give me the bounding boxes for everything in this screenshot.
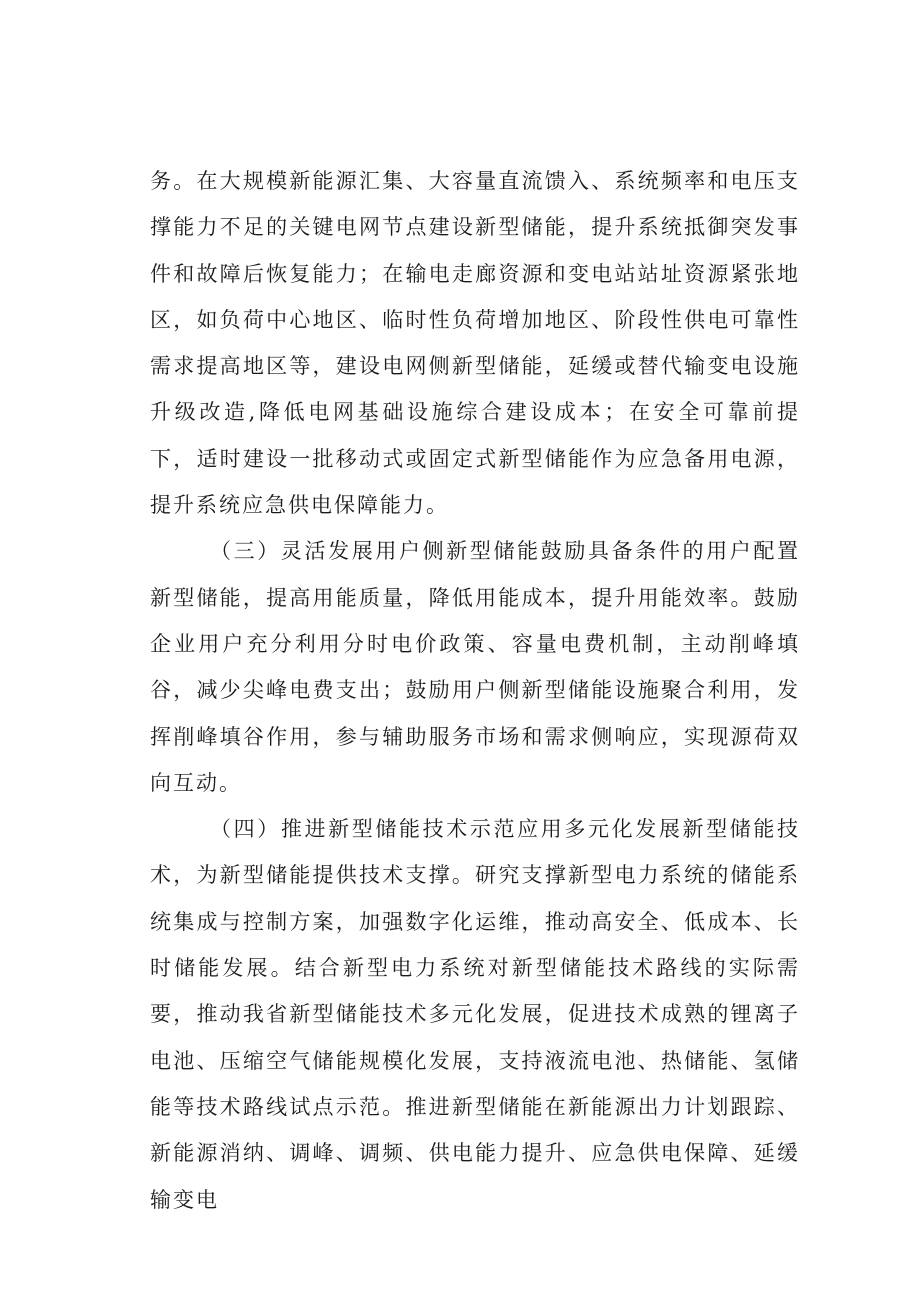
section-heading: （三）灵活发展用户侧新型储能 [210,539,541,564]
paragraph-text: 务。在大规模新能源汇集、大容量直流馈入、系统频率和电压支撑能力不足的关键电网节点建设新型储能，提升系统抵御突发事件和故障后恢复能力；在输电走廊资源和变电站站址资源紧张地区，如负荷中心地区、临时性负荷增加地区、阶段性供电可靠性需求提高地区等，建设电网侧新型储能，延缓或替代输变电设施升级改造,降低电网基础设施综合建设成本；在安全可靠前提下，适时建设一批移动式或固定式新型储能作为应急备用电源，提升系统应急供电保障能力。 [150,169,800,518]
section-heading: （四）推进新型储能技术示范应用 [210,817,565,842]
paragraph-technology-demo [150,806,800,1223]
paragraph-text: 多元化发展新型储能技术，为新型储能提供技术支撑。研究支撑新型电力系统的储能系统集成与控制方案，加强数字化运维，推动高安全、低成本、长时储能发展。结合新型电力系统对新型储能技术路线的实际需要，推动我省新型储能技术多元化发展，促进技术成熟的锂离子电池、压缩空气储能规模化发展，支持液流电池、热储能、氢储能等技术路线试点示范。推进新型储能在新能源出力计划跟踪、新能源消纳、调峰、调频、供电能力提升、应急供电保障、延缓输变电 [150,817,800,1212]
document-body [150,158,800,1223]
paragraph-continuation [150,158,800,528]
paragraph-user-side-storage [150,528,800,806]
paragraph-text: 鼓励具备条件的用户配置新型储能，提高用能质量，降低用能成本，提升用能效率。鼓励企业用户充分利用分时电价政策、容量电费机制，主动削峰填谷，减少尖峰电费支出；鼓励用户侧新型储能设施聚合利用，发挥削峰填谷作用，参与辅助服务市场和需求侧响应，实现源荷双向互动。 [150,539,800,795]
